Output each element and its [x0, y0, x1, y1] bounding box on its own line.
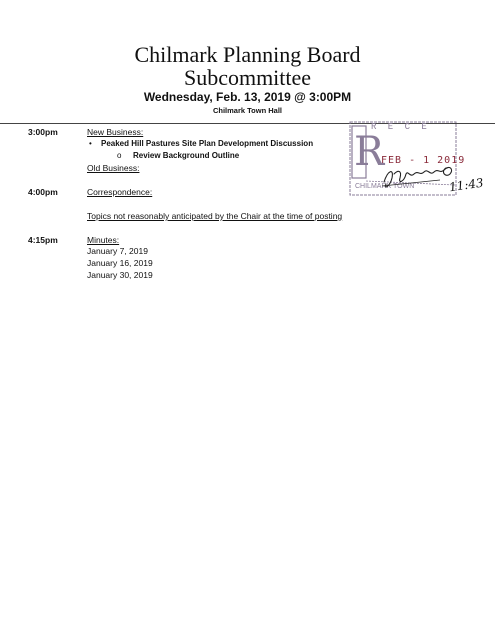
old-business-heading: Old Business:: [87, 163, 140, 173]
stamp-date: FEB - 1 2019: [381, 155, 466, 166]
correspondence-heading: Correspondence:: [87, 187, 153, 197]
minutes-date: January 16, 2019: [87, 258, 153, 268]
subcommittee-title: Subcommittee: [183, 65, 312, 90]
agenda-item-peaked-hill: Peaked Hill Pastures Site Plan Development Discussion: [101, 139, 314, 148]
board-title: Chilmark Planning Board: [134, 42, 361, 67]
stamp-town: CHILMARK TOWN: [355, 183, 415, 190]
agenda-subitem-outline: Review Background Outline: [133, 151, 240, 160]
time-slot-2: 4:00pm: [28, 187, 58, 197]
stamp-time: 11:43: [448, 175, 485, 195]
unanticipated-topics: Topics not reasonably anticipated by the Chair at the time of posting: [87, 211, 343, 221]
minutes-heading: Minutes:: [87, 235, 120, 245]
time-slot-3: 4:15pm: [28, 235, 58, 245]
minutes-date: January 7, 2019: [87, 246, 148, 256]
stamp-big-r: R: [354, 129, 385, 175]
stamp-received-label: R E C E: [371, 122, 430, 132]
handwritten-signature: [380, 160, 460, 192]
meeting-location: Chilmark Town Hall: [212, 106, 283, 115]
new-business-heading: New Business:: [87, 127, 144, 137]
bullet-icon: •: [89, 139, 92, 148]
time-slot-1: 3:00pm: [28, 127, 58, 137]
meeting-date: Wednesday, Feb. 13, 2019 @ 3:00PM: [143, 90, 352, 104]
circle-bullet-icon: o: [117, 151, 122, 160]
minutes-date: January 30, 2019: [87, 270, 153, 280]
